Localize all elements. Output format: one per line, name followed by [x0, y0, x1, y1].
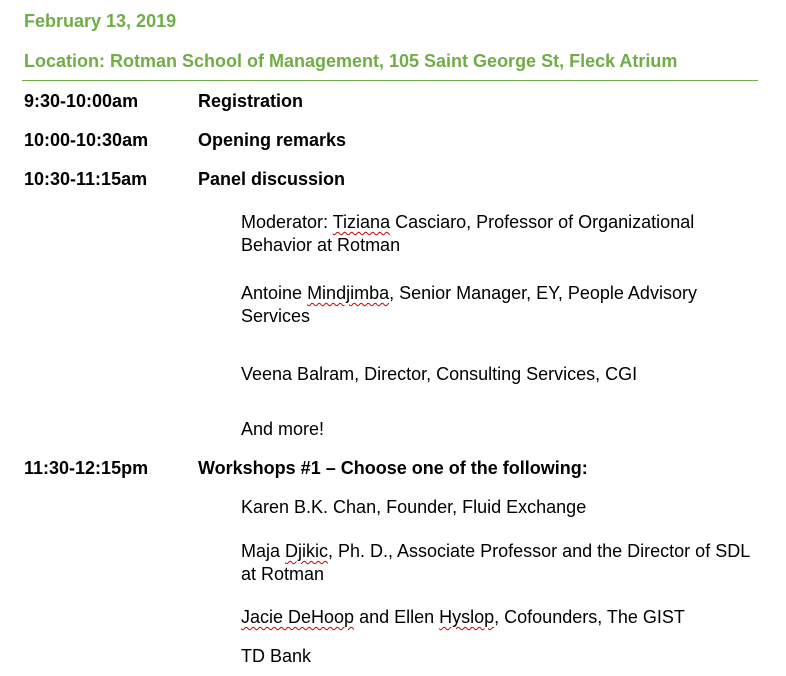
workshop-presenter-last-name: Djikic: [285, 541, 329, 561]
speaker-details: , Senior Manager, EY, People Advisory Services: [241, 283, 697, 326]
panel-moderator: [241, 211, 761, 257]
workshop-item: TD Bank: [241, 646, 312, 666]
agenda-title: Panel discussion: [198, 169, 346, 189]
moderator-prefix: Moderator:: [241, 212, 333, 232]
agenda-title: Opening remarks: [198, 130, 347, 150]
agenda-time: 10:30-11:15am: [24, 169, 148, 189]
workshop-item: [241, 540, 761, 586]
agenda-title: Workshops #1 – Choose one of the following:: [198, 458, 588, 478]
event-location: Location: Rotman School of Management, 105 Saint George St, Fleck Atrium: [24, 51, 678, 71]
workshop-item: Karen B.K. Chan, Founder, Fluid Exchange: [241, 497, 587, 517]
speaker-first-name: Antoine: [241, 283, 308, 303]
workshop-presenter-name: Jacie DeHoop: [241, 607, 355, 627]
panel-speaker: [241, 282, 761, 328]
moderator-first-name: Tiziana: [332, 212, 391, 232]
panel-more: And more!: [241, 419, 325, 439]
moderator-details: Casciaro, Professor of Organizational Behavior at Rotman: [241, 212, 695, 255]
agenda-time: 9:30-10:00am: [24, 91, 139, 111]
agenda-time: 10:00-10:30am: [24, 130, 149, 150]
speaker-last-name: Mindjimba: [307, 283, 390, 303]
panel-speaker: Veena Balram, Director, Consulting Services, CGI: [241, 364, 638, 384]
workshop-presenter-details: , Ph. D., Associate Professor and the Director of SDL at Rotman: [241, 541, 750, 584]
workshop-item: [241, 606, 761, 629]
event-date: February 13, 2019: [24, 11, 177, 31]
agenda-title: Registration: [198, 91, 304, 111]
workshop-presenter-first-name: Maja: [241, 541, 286, 561]
workshop-connector: and Ellen: [354, 607, 440, 627]
workshop-presenter-details: , Cofounders, The GIST: [494, 607, 685, 627]
agenda-time: 11:30-12:15pm: [24, 458, 149, 478]
workshop-presenter-name: Hyslop: [439, 607, 495, 627]
header-divider: [22, 80, 758, 81]
